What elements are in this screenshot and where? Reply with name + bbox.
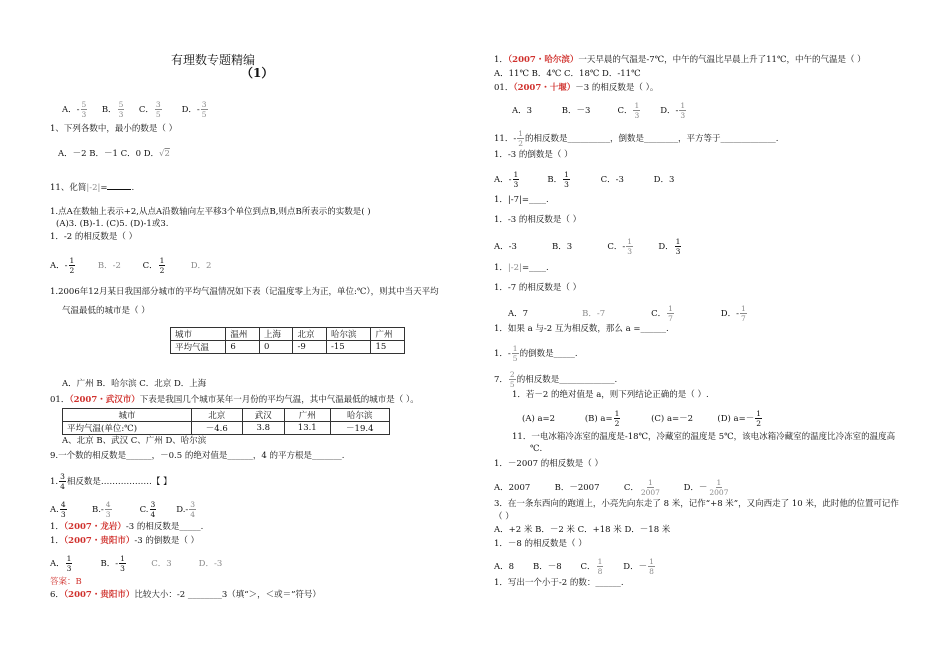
question-wuhan: 01．（2007・武汉市）下表是我国几个城市某年一月份的平均气温，其中气温最低的城市是（ ）。 [50, 395, 419, 405]
table-cell: 广州 [284, 409, 330, 422]
2007-options: A．2007 B．－2007 C． $\frac{1}{2007}$ D．－ $\frac{1}{2007}$ [494, 478, 729, 497]
page-subtitle: （1） [241, 66, 274, 80]
question-2006-temperature-cont: 气温最低的城市是（ ） [62, 306, 150, 316]
table-cell: 6 [226, 341, 260, 354]
table-row [63, 409, 390, 422]
question-simplify: 11、化简|-2|= . [50, 180, 134, 194]
question-smallest-options: A．－2 B．－1 C．0 D．√2 [58, 149, 170, 159]
temperature-table-2 [62, 408, 390, 435]
table-row [171, 328, 405, 341]
reciprocal-3-options: A．- $\frac{1}{3}$ B． $\frac{1}{3}$ C．-3 D．3 [494, 170, 675, 189]
question-6-compare: 6．（2007・贵阳市）比较大小：-2 ________3（填“＞，＜或＝”符号） [50, 590, 321, 600]
table-cell: 13.1 [284, 422, 330, 435]
harbin-options: A．11℃ B．4℃ C．18℃ D．-11℃ [494, 69, 641, 79]
opposite-7-options: A．7 B．-7 C． $\frac{1}{7}$ D．- $\frac{1}{7}$ [508, 304, 746, 323]
three-quarters-options: A. $\frac{4}{3}$ B.- $\frac{4}{3}$ C. $\frac{3}{4}$ D.- $\frac{3}{4}$ [50, 500, 196, 519]
question-neg8-opposite: 1．－8 的相反数是（ ） [494, 539, 587, 549]
question-longyan: 1．（2007・龙岩）-3 的相反数是_____. [50, 522, 204, 532]
table-cell: 平均气温 [171, 341, 226, 354]
question-fridge: 11．一电冰箱冷冻室的温度是-18℃，冷藏室的温度是 5℃，该电冰箱冷藏室的温度比冷冻室的温度高 [512, 432, 896, 442]
table-cell: 哈尔滨 [330, 409, 389, 422]
table1-options: A．广州 B．哈尔滨 C．北京 D．上海 [62, 379, 207, 389]
table-cell: 北京 [191, 409, 242, 422]
question-3-options: A．+2 米 B．－2 米 C．+18 米 D．－18 米 [494, 525, 671, 535]
shiyan-options: A．3 B．－3 C． $\frac{1}{3}$ D．- $\frac{1}{3}$ [512, 101, 686, 120]
question-half: 11．- $\frac{1}{2}$ 的相反数是__________，倒数是________，平方等于_____________. [494, 129, 779, 148]
question-opposite-7: 1．-7 的相反数是（ ） [494, 283, 582, 293]
sqrt-icon: √2 [159, 149, 170, 159]
question-number-line-options: (A)3. (B)-1. (C)5. (D)-1或3. [56, 219, 169, 229]
question-9: 9.一个数的相反数是______，－0.5 的绝对值是______，4 的平方根是_______. [50, 451, 345, 461]
table-row [171, 341, 405, 354]
table-cell: 北京 [293, 328, 327, 341]
question-reciprocal-one-fifth: 1．- $\frac{1}{5}$ 的倒数是_____. [494, 344, 578, 363]
table-cell: -15 [326, 341, 370, 354]
question-options-1: A．- $\frac{5}{3}$ B． $\frac{5}{3}$ C． $\frac{3}{5}$ D．- $\frac{3}{5}$ [62, 100, 207, 119]
question-number-line: 1.点A在数轴上表示+2,从点A沿数轴向左平移3个单位到点B,则点B所表示的实数是( ) [50, 207, 371, 217]
question-opposite-3: 1．-3 的相反数是（ ） [494, 215, 582, 225]
question-neg2-opposite: 1．-2 的相反数是（ ） [50, 232, 138, 242]
table-cell: 城市 [63, 409, 192, 422]
table-cell: 0 [259, 341, 293, 354]
question-2007-opposite: 1．－2007 的相反数是（ ） [494, 459, 603, 469]
answer-label: 答案：B [50, 577, 82, 587]
table-cell: 武汉 [242, 409, 284, 422]
question-abs-neg2: 1．若－2 的绝对值是 a，则下列结论正确的是（ ）. [512, 390, 709, 400]
opposite-3-options: A．-3 B．3 C．- $\frac{1}{3}$ D． $\frac{1}{3}$ [494, 237, 681, 256]
table-cell: 平均气温(单位:℃) [63, 422, 192, 435]
table-cell: 城市 [171, 328, 226, 341]
guiyang-options: A． $\frac{1}{3}$ B．- $\frac{1}{3}$ C．3 D．-3 [50, 554, 223, 573]
table-cell: 温州 [226, 328, 260, 341]
question-neg2-options: A．- $\frac{1}{2}$ B．-2 C． $\frac{1}{2}$ D．2 [50, 256, 212, 275]
question-guiyang: 1．（2007・贵阳市）-3 的倒数是（ ） [50, 536, 200, 546]
question-reciprocal-3: 1．-3 的倒数是（ ） [494, 150, 573, 160]
temperature-table-1 [170, 327, 405, 354]
question-7-two-fifths: 7． $\frac{2}{5}$ 的相反数是_____________. [494, 370, 618, 389]
table-cell: 上海 [259, 328, 293, 341]
table-cell: －4.6 [191, 422, 242, 435]
question-smallest: 1、下列各数中，最小的数是（ ） [50, 124, 178, 134]
table-cell: 哈尔滨 [326, 328, 370, 341]
table-cell: 广州 [371, 328, 405, 341]
question-three-quarters: 1. $\frac{3}{4}$ 相反数是………………【 】 [50, 472, 172, 491]
question-3-track: 3．在一条东西向的跑道上，小亮先向东走了 8 米，记作“+8 米”，又向西走了 10 米，此时他的位置可记作 [494, 499, 899, 509]
table2-options: A、北京 B、武汉 C、广州 D、哈尔滨 [62, 436, 207, 446]
question-2006-temperature: 1.2006年12月某日我国部分城市的平均气温情况如下表（记温度零上为正，单位:℃），则其中当天平均 [50, 287, 439, 297]
table-cell: －19.4 [330, 422, 389, 435]
abs-neg2-options: (A) a=2 (B) a= $\frac{1}{2}$ (C) a=－2 (D) a=－ $\frac{1}{2}$ [522, 409, 761, 428]
question-3-track-cont: （ ） [494, 512, 514, 522]
question-abs-7: 1．|-7|=____. [494, 195, 549, 205]
question-shiyan: 01．（2007・十堰）－3 的相反数是（ ）。 [494, 83, 659, 93]
question-abs-2: 1．|-2|=____. [494, 263, 549, 273]
table-cell: 3.8 [242, 422, 284, 435]
question-a-opposite: 1．如果 a 与-2 互为相反数，那么 a =______. [494, 324, 669, 334]
table-cell: 15 [371, 341, 405, 354]
table-cell: -9 [293, 341, 327, 354]
question-fridge-cont: ℃. [530, 444, 543, 454]
neg8-options: A．8 B．－8 C． $\frac{1}{8}$ D．－ $\frac{1}{8}$ [494, 557, 654, 576]
page-title: 有理数专题精编 [171, 53, 256, 67]
table-row [63, 422, 390, 435]
question-less-than-neg2: 1．写出一个小于-2 的数：______. [494, 578, 624, 588]
question-harbin: 1．（2007・哈尔滨）一天早晨的气温是-7℃，中午的气温比早晨上升了11℃，中午的气温是（ ） [494, 55, 866, 65]
